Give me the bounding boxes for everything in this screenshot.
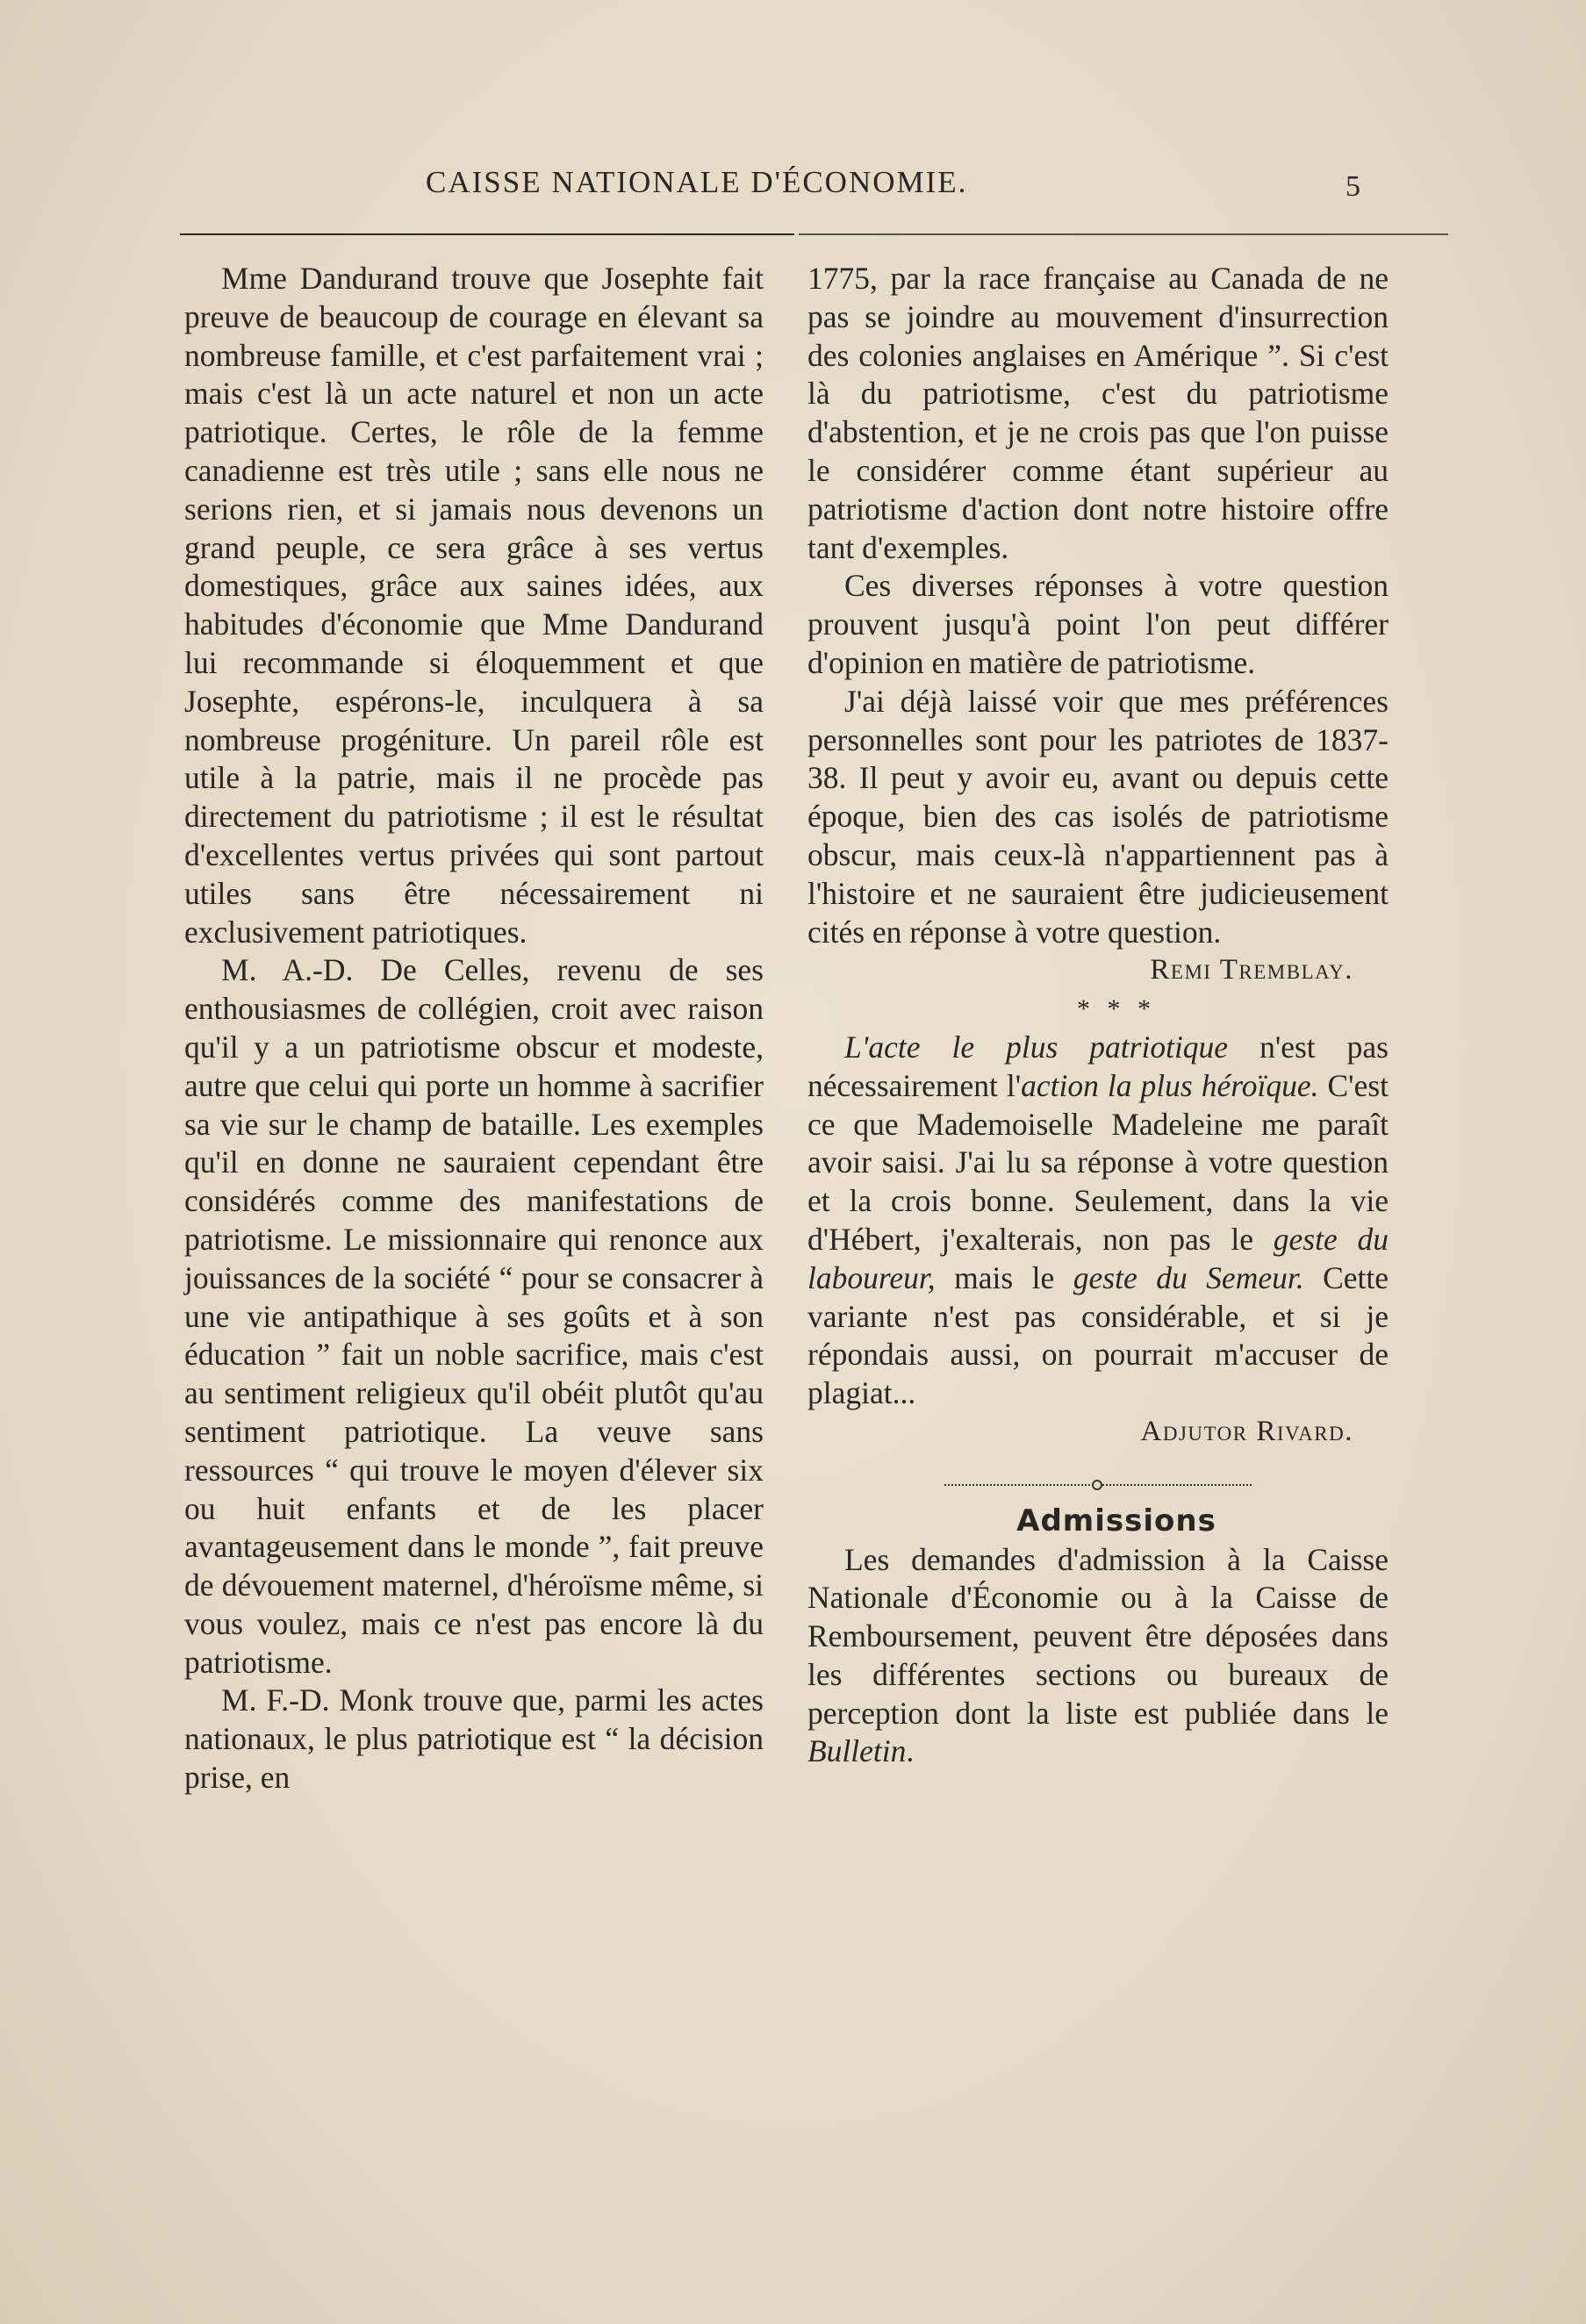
header-rule-right: [799, 233, 1448, 235]
italic-action-heroique: action la plus héroïque.: [1021, 1067, 1319, 1103]
letter-text-2: C'est ce que Mademoiselle Madeleine me paraît avoir saisi. J'ai lu sa réponse à votre question et la crois bonne. Seulement, dans la vie d'Hébert, j'exalterais, non pas le: [807, 1067, 1389, 1257]
header-rule-left: [180, 233, 794, 235]
divider-ornament: [1092, 1480, 1102, 1490]
paragraph-dandurand: Mme Dandurand trouve que Josephte fait preuve de beaucoup de courage en élevant sa nombreuse famille, et c'est parfaitement vrai ; mais c'est là un acte naturel et non un acte patriotique. Certes, le rôle de la femme canadienne est très utile ; sans elle nous ne serions rien, et si jamais nous devenons un grand peuple, ce sera grâce à ses vertus domestiques, grâce aux saines idées, aux habitudes d'économie que Mme Dandurand lui recommande si éloquemment et que Josephte, espérons-le, inculquera à sa nombreuse progéniture. Un pareil rôle est utile à la patrie, mais il ne procède pas directement du patriotisme ; il est le résultat d'excellentes vertus privées qui sont partout utiles sans être nécessairement ni exclusivement patriotiques.: [184, 261, 764, 950]
asterism: * * *: [1077, 994, 1156, 1024]
section-divider: [944, 1478, 1252, 1490]
paragraph-preferences: J'ai déjà laissé voir que mes préférences personnelles sont pour les patriotes de 1837-38. Il peut y avoir eu, avant ou depuis cette époque, bien des cas isolés de patriotisme obscur, mais ceux-là n'appartiennent pas à l'histoire et ne sauraient être judicieusement cités en réponse à votre question.: [807, 683, 1389, 950]
paragraph-rivard-letter: [807, 1029, 1389, 1413]
left-column: [184, 260, 764, 1797]
admissions-paragraph: [807, 1541, 1389, 1772]
page-header: [180, 165, 1435, 209]
signature-tremblay: Remi Tremblay.: [1150, 954, 1353, 986]
running-title: CAISSE NATIONALE D'ÉCONOMIE.: [426, 165, 968, 199]
italic-geste-laboureur: geste du laboureur,: [807, 1221, 1389, 1295]
right-column: [807, 260, 1389, 1771]
letter-text-1: n'est pas nécessairement l': [807, 1029, 1389, 1103]
paragraph-monk-continued: 1775, par la race française au Canada de ne pas se joindre au mouvement d'insurrection des colonies anglaises en Amérique ”. Si c'est là du patriotisme, c'est du patriotisme d'abstention, et je ne crois pas que l'on puisse le considérer comme étant supérieur au patriotisme d'action dont notre histoire offre tant d'exemples.: [807, 261, 1389, 565]
paragraph-diverses-reponses: Ces diverses réponses à votre question prouvent jusqu'à point l'on peut différer d'opinion en matière de patriotisme.: [807, 568, 1389, 680]
admissions-text: Les demandes d'admission à la Caisse Nationale d'Économie ou à la Caisse de Remboursement, peuvent être déposées dans les différentes sections ou bureaux de perception dont la liste est publiée dans le: [807, 1541, 1389, 1731]
italic-geste-semeur: geste du Semeur.: [1073, 1259, 1304, 1295]
italic-acte-patriotique: L'acte le plus patriotique: [844, 1029, 1229, 1065]
admissions-heading: Admissions: [1016, 1503, 1216, 1539]
paragraph-de-celles: M. A.-D. De Celles, revenu de ses enthousiasmes de collégien, croit avec raison qu'il y a un patriotisme obscur et modeste, autre que celui qui porte un homme à sacrifier sa vie sur le champ de bataille. Les exemples qu'il en donne ne sauraient cependant être considérés comme des manifestations de patriotisme. Le missionnaire qui renonce aux jouissances de la société “ pour se consacrer à une vie antipathique à ses goûts et à son éducation ” fait un noble sacrifice, mais c'est au sentiment religieux qu'il obéit plutôt qu'au sentiment patriotique. La veuve sans ressources “ qui trouve le moyen d'élever six ou huit enfants et de les placer avantageusement dans le monde ”, fait preuve de dévouement maternel, d'héroïsme même, si vous voulez, mais ce n'est pas encore là du patriotisme.: [184, 952, 764, 1680]
letter-text-4: Cette variante n'est pas considérable, et si je répondais aussi, on pourrait m'accuser de plagiat...: [807, 1259, 1389, 1411]
signature-rivard: Adjutor Rivard.: [1140, 1415, 1353, 1447]
admissions-end: .: [906, 1733, 915, 1769]
letter-text-3: mais le: [935, 1259, 1073, 1295]
bulletin-italic: Bulletin: [807, 1733, 907, 1769]
paragraph-monk: M. F.-D. Monk trouve que, parmi les actes nationaux, le plus patriotique est “ la décision prise, en: [184, 1682, 764, 1796]
page-number: 5: [1346, 170, 1360, 203]
